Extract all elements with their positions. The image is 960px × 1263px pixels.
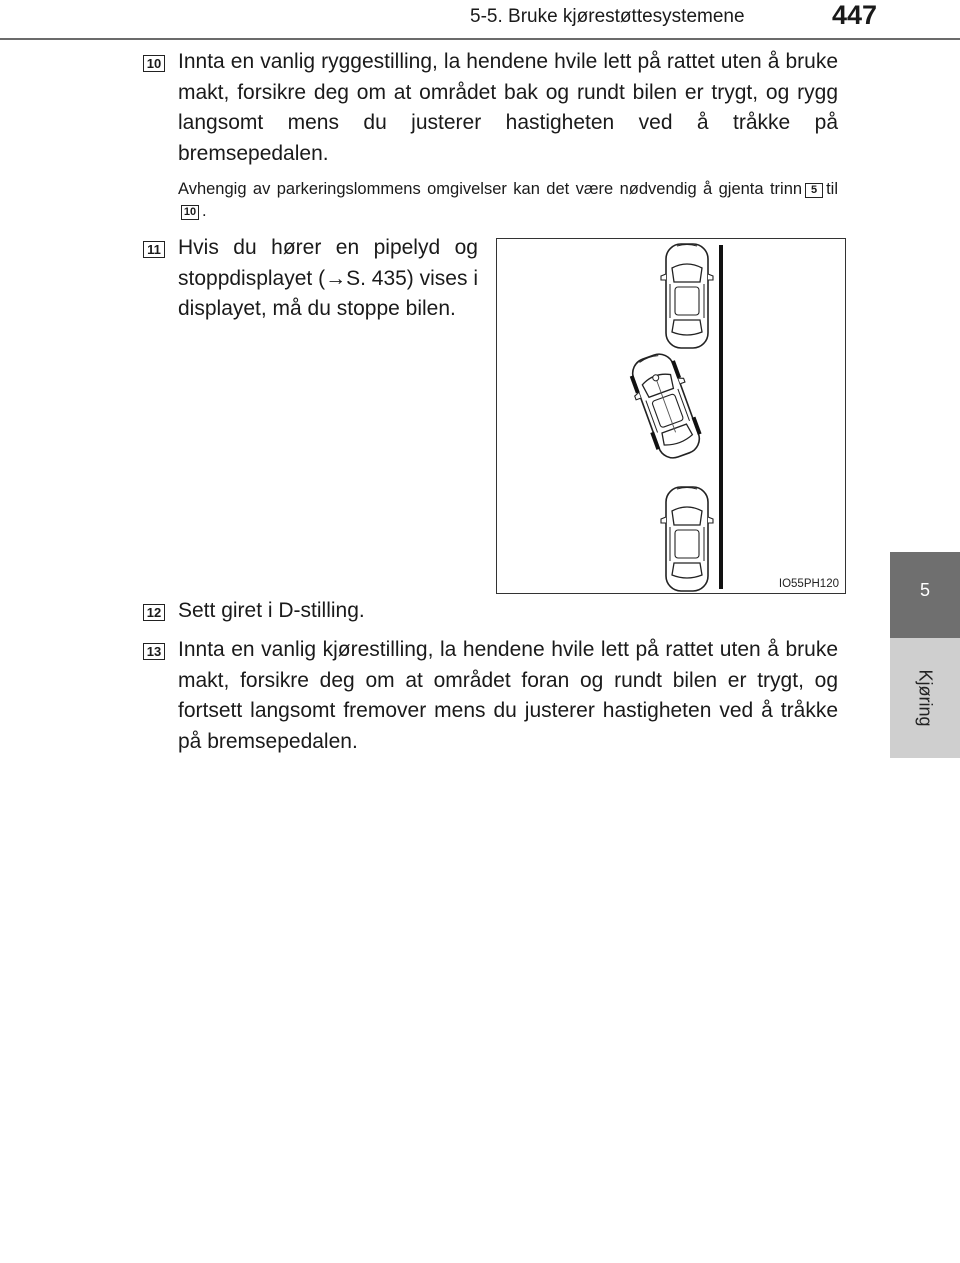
step-badge-11: 11 <box>143 241 165 258</box>
chapter-tab[interactable] <box>890 552 960 638</box>
parked-car-rear-icon <box>661 487 713 591</box>
arrow-icon: → <box>325 266 347 290</box>
note-text-start: Avhengig av parkeringslommens omgivelser kan det være nødvendig å gjenta trinn <box>178 180 803 198</box>
parking-diagram <box>497 239 847 595</box>
chapter-number: 5 <box>919 580 930 600</box>
chapter-tab-label-area <box>890 638 960 758</box>
step-badge-13: 13 <box>143 643 165 660</box>
parking-figure <box>496 238 846 594</box>
section-title: 5-5. Bruke kjørestøttesystemene <box>470 6 745 27</box>
chapter-title: Kjøring <box>915 669 936 727</box>
step-12-text: Sett giret i D-stilling. <box>178 599 365 622</box>
header-divider <box>0 38 960 40</box>
step-badge-10: 10 <box>143 55 165 72</box>
figure-code: IO55PH120 <box>778 578 839 590</box>
step-10-text: Innta en vanlig ryggestilling, la hendene hvile lett på rattet uten å bruke makt, forsikre deg om at området bak og rundt bilen er trygt, og rygg langsomt mens du justerer hastigheten ved å tråkke på bremsepedalen. <box>178 50 838 165</box>
page-number: 447 <box>832 0 878 30</box>
note-text-end: . <box>202 202 207 220</box>
note-text-middle: til <box>826 180 838 198</box>
step-11-text-start: Hvis du hører en pipelyd og stoppdisplayet ( <box>178 236 478 290</box>
reversing-car-icon <box>624 348 708 464</box>
step-11-text <box>178 233 478 325</box>
inline-step-badge-10: 10 <box>181 205 199 220</box>
step-13-text: Innta en vanlig kjørestilling, la hendene hvile lett på rattet uten å bruke makt, forsikre deg om at området foran og rundt bilen er trygt, og fortsett langsomt fremover mens du justerer hastigheten ved å tråkke på bremsepedalen. <box>178 638 838 753</box>
parked-car-front-icon <box>661 244 713 348</box>
inline-step-badge-5: 5 <box>805 183 823 198</box>
step-10-note <box>178 178 838 222</box>
step-badge-12: 12 <box>143 604 165 621</box>
step-11-text-end: S. 435) vises i displayet, må du stoppe bilen. <box>178 266 478 320</box>
